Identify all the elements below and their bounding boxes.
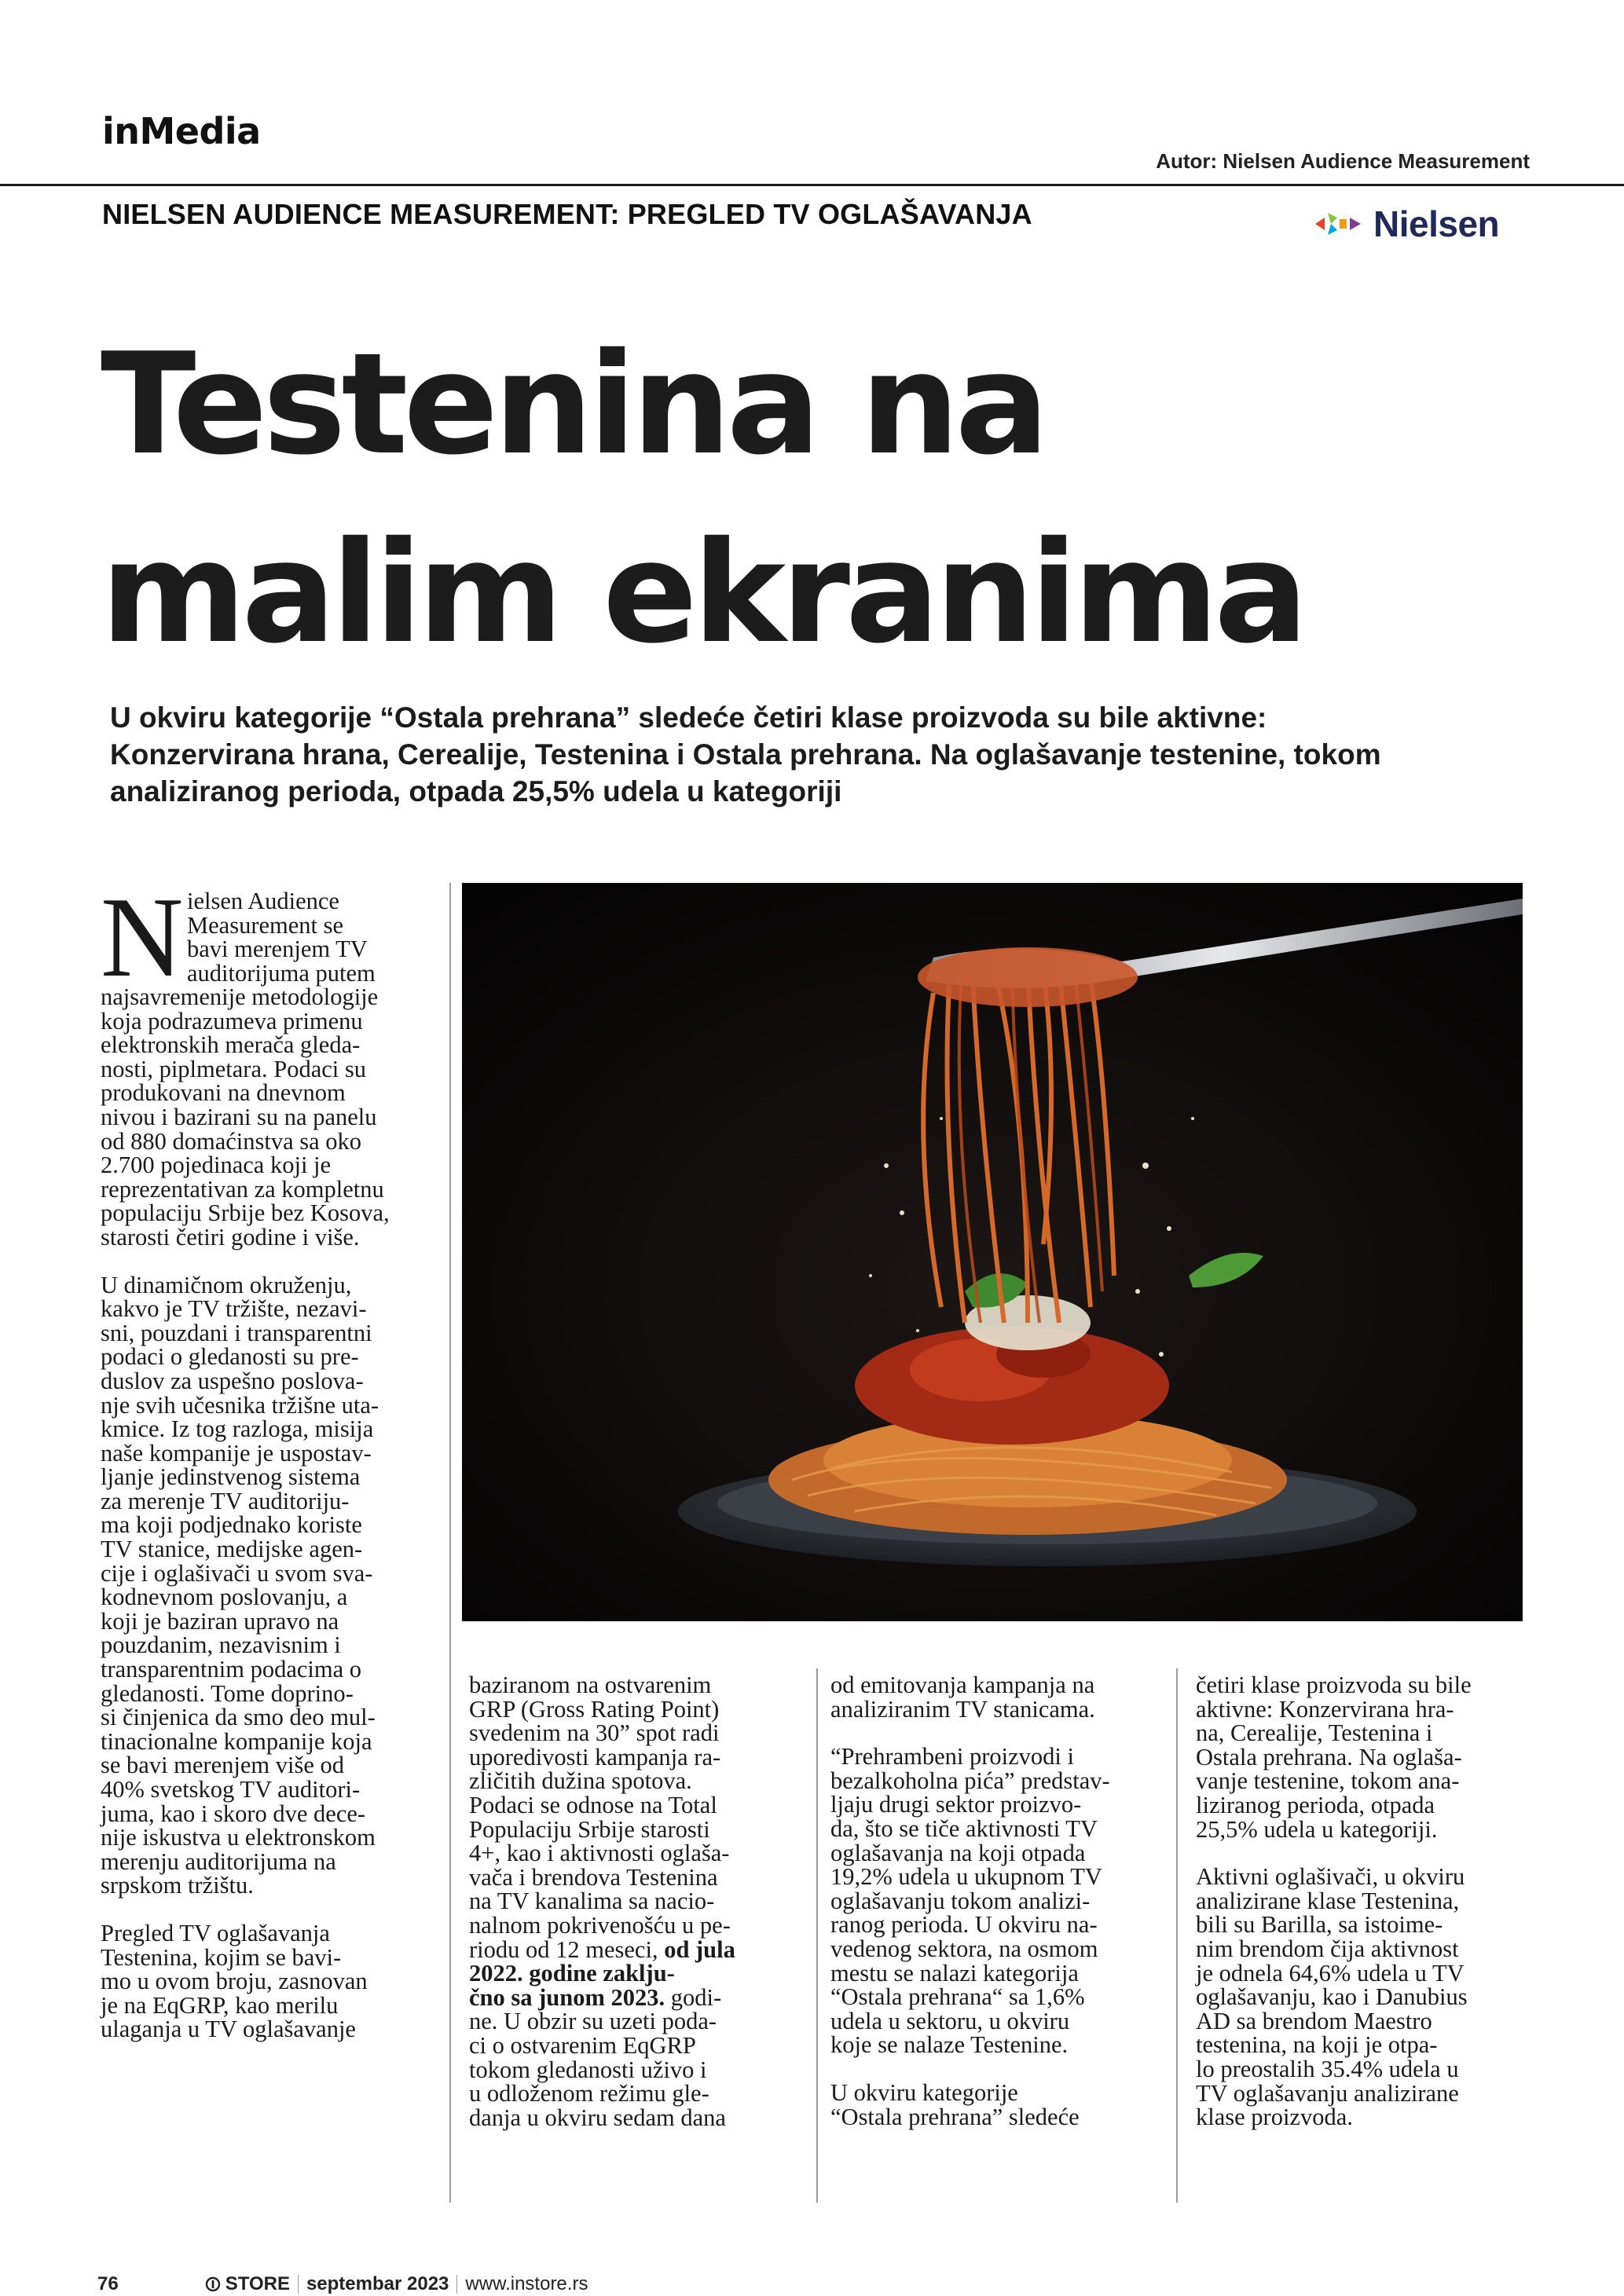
nielsen-logo-icon <box>1314 210 1362 238</box>
column-line: 4+, kao i aktivnosti oglaša- <box>469 1840 730 1867</box>
column-line: U dinamičnom okruženju, <box>101 1271 352 1298</box>
website-url: www.instore.rs <box>465 2273 588 2294</box>
column-line: klase proizvoda. <box>1196 2104 1353 2131</box>
column-line: nije iskustva u elektronskom <box>101 1824 376 1851</box>
column-line: kmice. Iz tog razloga, misija <box>101 1415 374 1443</box>
column-line: Testenina, kojim se bavi- <box>101 1943 342 1971</box>
column-line: lo preostalih 35.4% udela u <box>1196 2055 1459 2082</box>
column-line: na, Cerealije, Testenina i <box>1196 1719 1433 1747</box>
column-divider <box>449 883 451 2203</box>
column-line: zličitih dužina spotova. <box>469 1767 692 1795</box>
article-column-4 <box>1196 1673 1542 2129</box>
column-line: podaci o gledanosti su pre- <box>101 1343 359 1371</box>
column-line: ljanje jedinstvenog sistema <box>101 1463 361 1491</box>
paragraph-gap <box>101 1250 446 1273</box>
column-line: transparentnim podacima o <box>101 1656 362 1683</box>
section-label: inMedia <box>102 110 261 152</box>
column-line: Aktivni oglašivači, u okviru <box>1196 1863 1465 1891</box>
column-line: starosti četiri godine i više. <box>101 1223 360 1251</box>
column-line: juma, kao i skoro dve dece- <box>101 1800 366 1827</box>
column-divider <box>816 1668 818 2203</box>
lead-line: analiziranog perioda, otpada 25,5% udela u kategoriji <box>110 775 842 807</box>
column-line: 19,2% udela u ukupnom TV <box>830 1863 1102 1891</box>
column-line: cije i oglašivači u svom sva- <box>101 1559 373 1587</box>
column-line: vanje testenine, tokom ana- <box>1196 1767 1460 1795</box>
column-line: za merenje TV auditoriju- <box>101 1487 350 1514</box>
column-line: svedenim na 30” spot radi <box>469 1719 720 1747</box>
page-number: 76 <box>97 2273 119 2294</box>
headline-line-2: malim ekranima <box>101 511 1304 674</box>
store-logo-icon <box>205 2276 221 2292</box>
column-line: nje svih učesnika tržišne uta- <box>101 1391 379 1419</box>
logo-wordmark: Nielsen <box>1373 203 1500 244</box>
column-line: 2.700 pojedinaca koji je <box>101 1152 332 1179</box>
column-line: U okviru kategorije <box>830 2078 1018 2106</box>
magazine-brand: STORE <box>225 2273 290 2294</box>
column-line: ielsen Audience <box>187 888 339 914</box>
column-line: 25,5% udela u kategoriji. <box>1196 1815 1438 1843</box>
column-line: nivou i bazirani su na panelu <box>101 1103 377 1130</box>
column-line: tinacionalne kompanije koja <box>101 1727 372 1755</box>
column-line: oglašavanju tokom analizi- <box>830 1887 1091 1914</box>
column-line: od 880 domaćinstva sa oko <box>101 1127 362 1155</box>
column-line: TV stanice, medijske agen- <box>101 1536 363 1563</box>
column-line: je na EqGRP, kao merilu <box>101 1991 339 2019</box>
column-line: ma koji podjednako koriste <box>101 1511 362 1539</box>
column-line: Pregled TV oglašavanja <box>101 1919 330 1946</box>
column-line: kodnevnom poslovanju, a <box>101 1584 348 1611</box>
column-line: ci o ostvarenim EqGRP <box>469 2031 696 2059</box>
column-line: 2022. godine zaklju- <box>469 1960 675 1987</box>
column-line: bezalkoholna pića” predstav- <box>830 1767 1110 1794</box>
column-line: čno sa junom 2023. godi- <box>469 1983 722 2011</box>
column-line: testenina, na koji je otpa- <box>1196 2031 1438 2059</box>
column-line: 40% svetskog TV auditori- <box>101 1776 361 1803</box>
column-line: aktivne: Konzervirana hra- <box>1196 1695 1454 1723</box>
column-line: nalnom pokrivenošću u pe- <box>469 1911 731 1939</box>
column-line: četiri klase proizvoda su bile <box>1196 1672 1472 1698</box>
column-line: bavi merenjem TV <box>187 936 368 963</box>
article-column-1 <box>101 873 446 2043</box>
footer-separator <box>456 2275 457 2294</box>
column-line: gledanosti. Tome doprino- <box>101 1679 354 1707</box>
column-line: na TV kanalima sa nacio- <box>469 1888 715 1915</box>
column-line: baziranom na ostvarenim <box>469 1672 712 1698</box>
column-line: produkovani na dnevnom <box>101 1079 346 1107</box>
column-line: ljaju drugi sektor proizvo- <box>830 1791 1082 1818</box>
column-line: auditorijuma putem <box>187 959 376 987</box>
paragraph-gap <box>830 2057 1176 2081</box>
column-line: TV oglašavanju analizirane <box>1196 2079 1459 2107</box>
column-line: najsavremenije metodologije <box>101 983 379 1010</box>
dropcap: N <box>101 873 184 1001</box>
intro-lines <box>187 889 446 985</box>
nielsen-logo <box>1314 203 1499 245</box>
column-line: elektronskih merača gleda- <box>101 1031 361 1059</box>
column-line: merenju auditorijuma na <box>101 1847 336 1875</box>
article-column-3 <box>830 1673 1176 2129</box>
column-line: od emitovanja kampanja na <box>830 1672 1095 1698</box>
column-line: Measurement se <box>187 911 344 939</box>
column-line: bili su Barilla, sa istoime- <box>1196 1911 1443 1939</box>
header-rule <box>0 184 1624 186</box>
column-line: je odnela 64,6% udela u TV <box>1196 1959 1465 1987</box>
page-footer <box>97 2273 588 2295</box>
column-line: srpskom tržištu. <box>101 1872 254 1899</box>
lead-line: U okviru kategorije “Ostala prehrana” sledeće četiri klase proizvoda su bile aktivne: <box>110 701 1267 734</box>
column-line: reprezentativan za kompletnu <box>101 1175 384 1203</box>
column-line: “Prehrambeni proizvodi i <box>830 1743 1074 1771</box>
column-line: u odloženom režimu gle- <box>469 2080 709 2107</box>
column-line: ne. U obzir su uzeti poda- <box>469 2008 717 2035</box>
column-line: da, što se tiče aktivnosti TV <box>830 1814 1098 1842</box>
lead-paragraph <box>110 699 1540 810</box>
column-line: se bavi merenjem više od <box>101 1752 344 1779</box>
column-line: Populaciju Srbije starosti <box>469 1815 710 1843</box>
headline-line-1: Testenina na <box>101 323 1045 485</box>
author-credit: Autor: Nielsen Audience Measurement <box>1156 149 1530 173</box>
column-line: oglašavanju, kao i Danubius <box>1196 1983 1468 2011</box>
column-line: analiziranim TV stanicama. <box>830 1695 1095 1723</box>
column-line: nosti, piplmetara. Podaci su <box>101 1055 366 1082</box>
column-line: populaciju Srbije bez Kosova, <box>101 1199 390 1227</box>
column-line: analizirane klase Testenina, <box>1196 1887 1460 1914</box>
column-line: “Ostala prehrana“ sa 1,6% <box>830 1983 1085 2011</box>
column-line: ranog perioda. U okviru na- <box>830 1911 1098 1939</box>
column-line: tokom gledanosti uživo i <box>469 2056 707 2083</box>
column-line: liziranog perioda, otpada <box>1196 1791 1435 1818</box>
column-line: AD sa brendom Maestro <box>1196 2007 1432 2034</box>
column-line: danja u okviru sedam dana <box>469 2104 726 2131</box>
column-line: pouzdanim, nezavisnim i <box>101 1631 341 1659</box>
issue-date: septembar 2023 <box>306 2273 449 2294</box>
column-line: uporedivosti kampanja ra- <box>469 1743 721 1771</box>
paragraph-gap <box>101 1898 446 1921</box>
column-text <box>469 2009 815 2129</box>
spaghetti-fork-photo <box>462 883 1523 1621</box>
column-line: GRP (Gross Rating Point) <box>469 1695 720 1723</box>
column-line: koja podrazumeva primenu <box>101 1007 363 1034</box>
column-line: ulaganja u TV oglašavanje <box>101 2016 356 2043</box>
column-line: mo u ovom broju, zasnovan <box>101 1968 368 1995</box>
column-line: sni, pouzdani i transparentni <box>101 1319 372 1346</box>
column-line: kakvo je TV tržište, nezavi- <box>101 1295 367 1323</box>
article-column-2 <box>469 1673 815 2129</box>
column-line: riodu od 12 meseci, od jula <box>469 1935 735 1963</box>
footer-separator <box>298 2275 299 2294</box>
column-line: vedenog sektora, na osmom <box>830 1935 1098 1962</box>
paragraph-gap <box>830 1721 1176 1745</box>
column-line: koje se nalaze Testenine. <box>830 2031 1069 2059</box>
column-line: duslov za uspešno poslova- <box>101 1367 364 1394</box>
column-text <box>101 985 446 2041</box>
column-divider <box>1176 1668 1178 2203</box>
column-line: vača i brendova Testenina <box>469 1863 718 1891</box>
column-line: nim brendom čija aktivnost <box>1196 1935 1459 1962</box>
column-line: si činjenica da smo deo mul- <box>101 1704 376 1731</box>
column-line: udela u sektoru, u okviru <box>830 2007 1070 2034</box>
column-line: “Ostala prehrana” sledeće <box>830 2103 1080 2130</box>
column-line: mestu se nalazi kategorija <box>830 1959 1079 1987</box>
spaghetti-photo-illustration <box>462 883 1523 1621</box>
article-kicker: NIELSEN AUDIENCE MEASUREMENT: PREGLED TV OGLAŠAVANJA <box>102 198 1032 230</box>
column-line: oglašavanja na koji otpada <box>830 1839 1086 1866</box>
column-line: naše kompanije je uspostav- <box>101 1439 372 1467</box>
paragraph-gap <box>1196 1841 1542 1865</box>
lead-line: Konzervirana hrana, Cerealije, Testenina i Ostala prehrana. Na oglašavanje testenine, tokom <box>110 738 1381 771</box>
column-line: koji je baziran upravo na <box>101 1607 339 1635</box>
column-line: Ostala prehrana. Na oglaša- <box>1196 1743 1462 1771</box>
column-text <box>469 1673 815 1938</box>
column-line: Podaci se odnose na Total <box>469 1791 717 1818</box>
headline <box>101 310 1515 687</box>
